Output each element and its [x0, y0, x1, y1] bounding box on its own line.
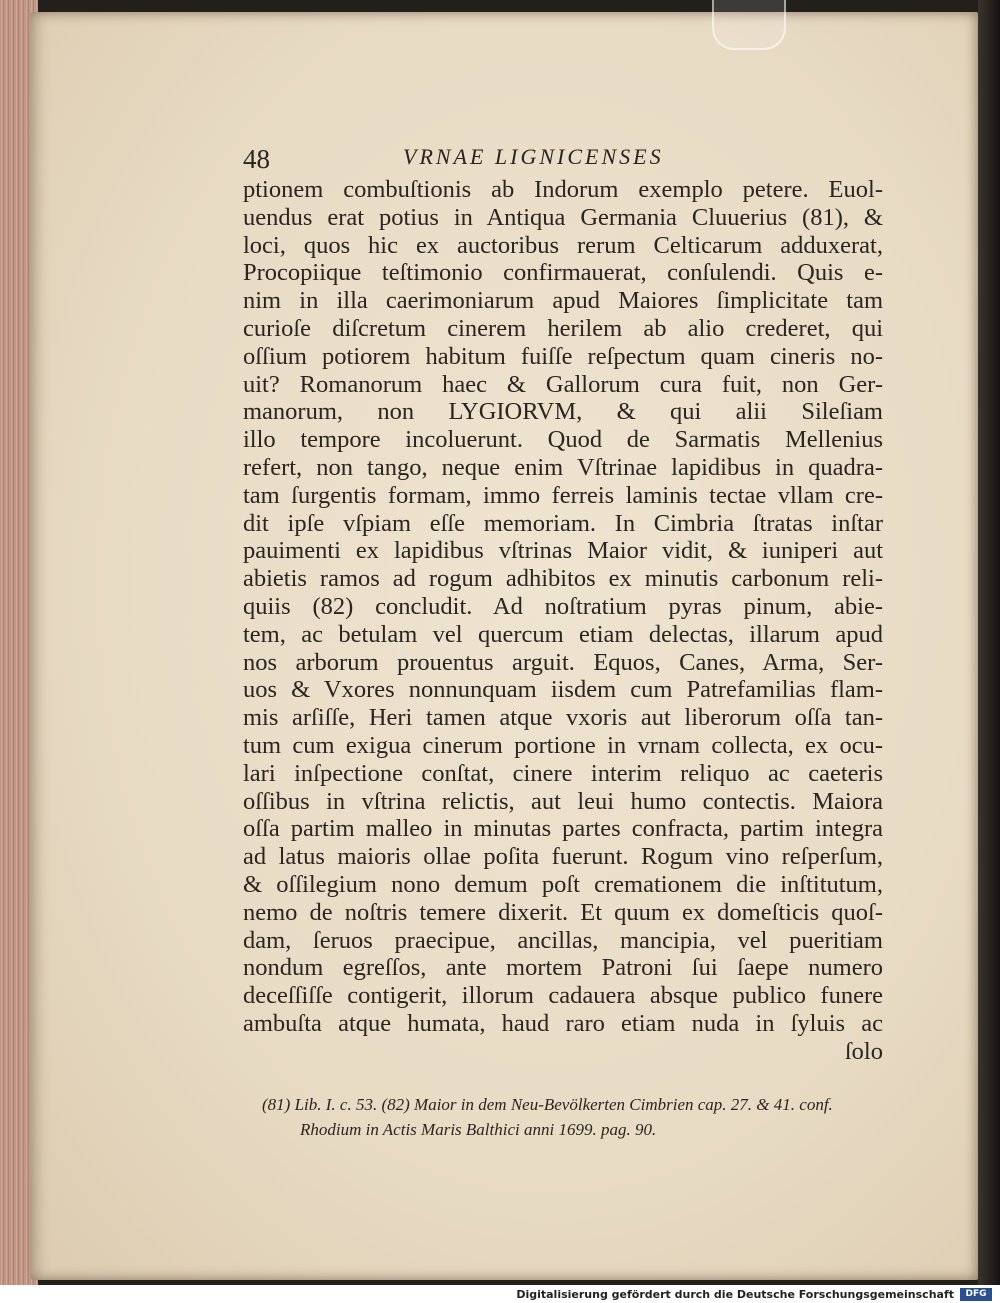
funding-credit: Digitalisierung gefördert durch die Deutsche Forschungsgemeinschaft: [516, 1288, 954, 1301]
scan-right-border: [978, 0, 1000, 1285]
text-line: loci, quos hic ex auctoribus rerum Celticarum adduxerat,: [243, 231, 883, 259]
credit-bar: [0, 1285, 1000, 1303]
text-line: uendus erat potius in Antiqua Germania Cluuerius (81), &: [243, 203, 883, 231]
text-line: uos & Vxores nonnunquam iisdem cum Patrefamilias flam-: [243, 676, 883, 704]
page-number: 48: [243, 144, 270, 174]
text-line: mis arſiſſe, Heri tamen atque vxoris aut liberorum oſſa tan-: [243, 704, 883, 732]
text-line: uit? Romanorum haec & Gallorum cura fuit, non Ger-: [243, 370, 883, 398]
text-line: Procopiique teſtimonio confirmauerat, conſulendi. Quis e-: [243, 259, 883, 287]
text-line: ad latus maioris ollae poſita fuerunt. Rogum vino reſperſum,: [243, 843, 883, 871]
footnote-line: (81) Lib. I. c. 53. (82) Maior in dem Neu-Bevölkerten Cimbrien cap. 27. & 41. conf.: [262, 1095, 833, 1114]
running-title: VRNAE LIGNICENSES: [403, 144, 664, 169]
footnotes: [262, 1092, 882, 1142]
text-line: oſſibus in vſtrina relictis, aut leui humo contectis. Maiora: [243, 787, 883, 815]
page-clip: [712, 0, 786, 50]
text-line: curioſe diſcretum cinerem herilem ab alio crederet, qui: [243, 314, 883, 342]
text-line: tum cum exigua cinerum portione in vrnam collecta, ex ocu-: [243, 731, 883, 759]
text-line: dit ipſe vſpiam eſſe memoriam. In Cimbria ſtratas inſtar: [243, 509, 883, 537]
text-line: tam ſurgentis formam, immo ferreis laminis tectae vllam cre-: [243, 481, 883, 509]
text-line: pauimenti ex lapidibus vſtrinas Maior vidit, & iuniperi aut: [243, 537, 883, 565]
text-line: abietis ramos ad rogum adhibitos ex minutis carbonum reli-: [243, 565, 883, 593]
text-line: quiis (82) concludit. Ad noſtratium pyras pinum, abie-: [243, 592, 883, 620]
text-line: ambuſta atque humata, haud raro etiam nuda in ſyluis ac: [243, 1009, 883, 1037]
text-line: nos arborum prouentus arguit. Equos, Canes, Arma, Ser-: [243, 648, 883, 676]
page-header: [243, 142, 893, 176]
text-line: & oſſilegium nono demum poſt cremationem die inſtitutum,: [243, 870, 883, 898]
text-line: oſſium potiorem habitum fuiſſe reſpectum quam cineris no-: [243, 342, 883, 370]
text-line: deceſſiſſe contigerit, illorum cadauera absque publico funere: [243, 982, 883, 1010]
footnote-line: Rhodium in Actis Maris Balthici anni 1699. pag. 90.: [300, 1120, 657, 1139]
text-line: ſolo: [844, 1037, 883, 1065]
text-line: ptionem combuſtionis ab Indorum exemplo petere. Euol-: [243, 176, 883, 203]
text-line: nondum egreſſos, ante mortem Patroni ſui ſaepe numero: [243, 954, 883, 982]
text-line: lari inſpectione conſtat, cinere interim reliquo ac caeteris: [243, 759, 883, 787]
text-line: illo tempore incoluerunt. Quod de Sarmatis Mellenius: [243, 426, 883, 454]
dfg-logo: DFG: [960, 1288, 992, 1301]
text-line: manorum, non LYGIORVM, & qui alii Sileſiam: [243, 398, 883, 426]
text-line: oſſa partim malleo in minutas partes confracta, partim integra: [243, 815, 883, 843]
text-line: nemo de noſtris temere dixerit. Et quum ex domeſticis quoſ-: [243, 898, 883, 926]
text-line: tem, ac betulam vel quercum etiam delectas, illarum apud: [243, 620, 883, 648]
text-line: dam, ſeruos praecipue, ancillas, mancipia, vel pueritiam: [243, 926, 883, 954]
text-line: refert, non tango, neque enim Vſtrinae lapidibus in quadra-: [243, 453, 883, 481]
body-text: [243, 176, 883, 1066]
text-line: nim in illa caerimoniarum apud Maiores ſimplicitate tam: [243, 287, 883, 315]
